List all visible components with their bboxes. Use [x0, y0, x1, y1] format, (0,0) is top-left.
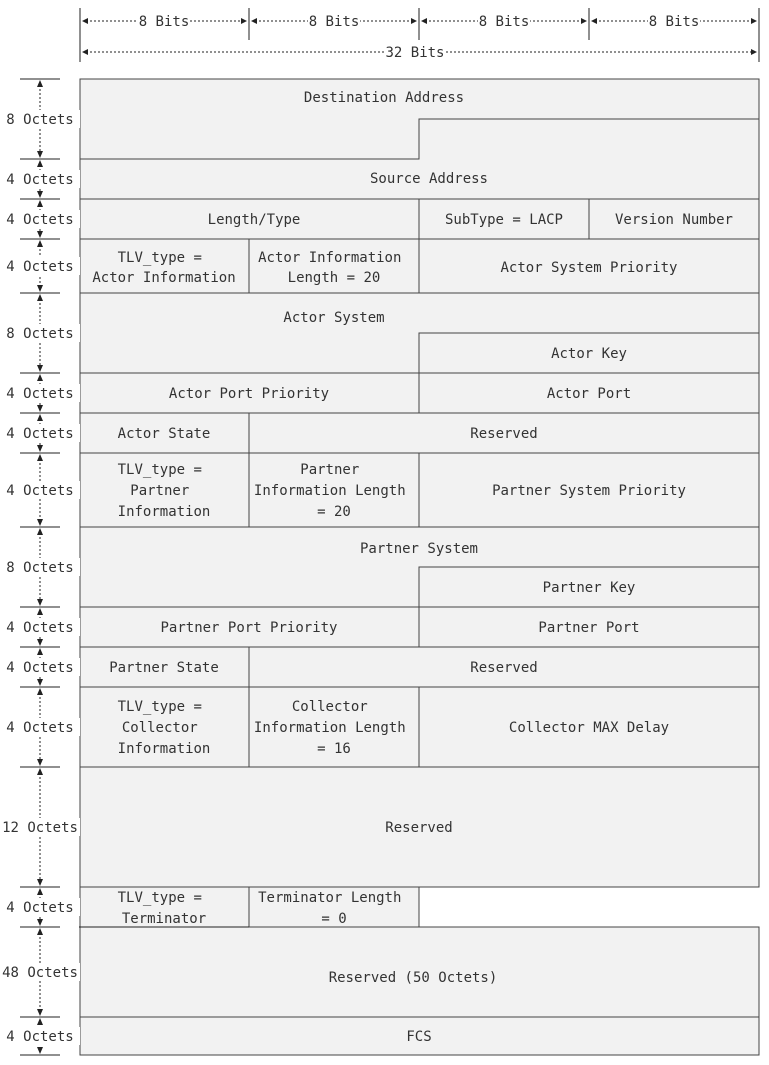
size-label: 4 Octets [6, 212, 74, 228]
size-segment [0, 160, 80, 198]
label-length-type: Length/Type [207, 212, 301, 228]
label-actor-port-priority: Actor Port Priority [168, 386, 330, 402]
label-terminator-length: Terminator Length = 0 [258, 890, 402, 927]
label-version-number: Version Number [614, 212, 734, 228]
label-partner-key: Partner Key [542, 580, 636, 596]
label-actor-tlv-type: TLV_type = Actor Information [92, 250, 236, 286]
label-actor-system-priority: Actor System Priority [500, 260, 678, 276]
size-label: 8 Octets [6, 560, 74, 576]
label-partner-reserved: Reserved [470, 660, 538, 676]
label-actor-key: Actor Key [551, 346, 627, 362]
size-label: 4 Octets [6, 660, 74, 676]
label-partner-port: Partner Port [538, 620, 640, 636]
size-label: 48 Octets [2, 965, 78, 981]
label-destination-address: Destination Address [303, 90, 465, 106]
label-actor-reserved: Reserved [470, 426, 538, 442]
label-collector-max-delay: Collector MAX Delay [508, 720, 670, 736]
label-terminator-reserved: Reserved (50 Octets) [328, 970, 498, 986]
size-label: 4 Octets [6, 386, 74, 402]
byte-label-4: 8 Bits [648, 14, 700, 30]
size-label: 4 Octets [6, 720, 74, 736]
label-subtype: SubType = LACP [444, 212, 564, 228]
label-collector-info-length: Collector Information Length = 16 [253, 699, 406, 757]
label-partner-info-length: Partner Information Length = 20 [253, 462, 406, 520]
label-collector-reserved: Reserved [385, 820, 453, 836]
size-segment [0, 1018, 80, 1054]
size-label: 12 Octets [2, 820, 78, 836]
label-partner-state: Partner State [109, 660, 219, 676]
bit-ruler [80, 8, 759, 62]
total-bits-label: 32 Bits [385, 45, 445, 61]
size-label: 4 Octets [6, 1029, 74, 1045]
size-label: 4 Octets [6, 900, 74, 916]
label-fcs: FCS [406, 1029, 432, 1045]
size-segment [0, 294, 80, 372]
size-segment [0, 648, 80, 686]
label-actor-system: Actor System [283, 310, 385, 326]
byte-label-3: 8 Bits [478, 14, 530, 30]
size-segment [0, 928, 80, 1016]
size-segment [0, 80, 80, 158]
label-partner-system: Partner System [359, 541, 479, 557]
size-segment [0, 414, 80, 452]
label-partner-tlv-type: TLV_type = Partner Information [117, 462, 211, 520]
size-label: 4 Octets [6, 483, 74, 499]
label-collector-tlv-type: TLV_type = Collector Information [117, 699, 211, 757]
size-label: 4 Octets [6, 172, 74, 188]
size-label: 8 Octets [6, 112, 74, 128]
size-segment [0, 688, 80, 766]
size-label: 8 Octets [6, 326, 74, 342]
label-actor-port: Actor Port [546, 386, 632, 402]
label-terminator-tlv-type: TLV_type = Terminator [117, 890, 207, 927]
size-segment [0, 240, 80, 292]
label-actor-info-length: Actor Information Length = 20 [258, 250, 402, 286]
label-source-address: Source Address [369, 171, 489, 187]
size-label: 4 Octets [6, 426, 74, 442]
size-label: 4 Octets [6, 620, 74, 636]
size-segment [0, 528, 80, 606]
size-segment [0, 374, 80, 412]
label-partner-port-priority: Partner Port Priority [160, 620, 338, 636]
size-segment [0, 454, 80, 526]
size-segment [0, 768, 80, 886]
size-label: 4 Octets [6, 259, 74, 275]
byte-label-1: 8 Bits [138, 14, 190, 30]
size-ruler [0, 79, 80, 1055]
label-actor-state: Actor State [117, 426, 211, 442]
size-segment [0, 200, 80, 238]
label-partner-system-priority: Partner System Priority [492, 483, 686, 499]
byte-label-2: 8 Bits [308, 14, 360, 30]
size-segment [0, 888, 80, 926]
size-segment [0, 608, 80, 646]
